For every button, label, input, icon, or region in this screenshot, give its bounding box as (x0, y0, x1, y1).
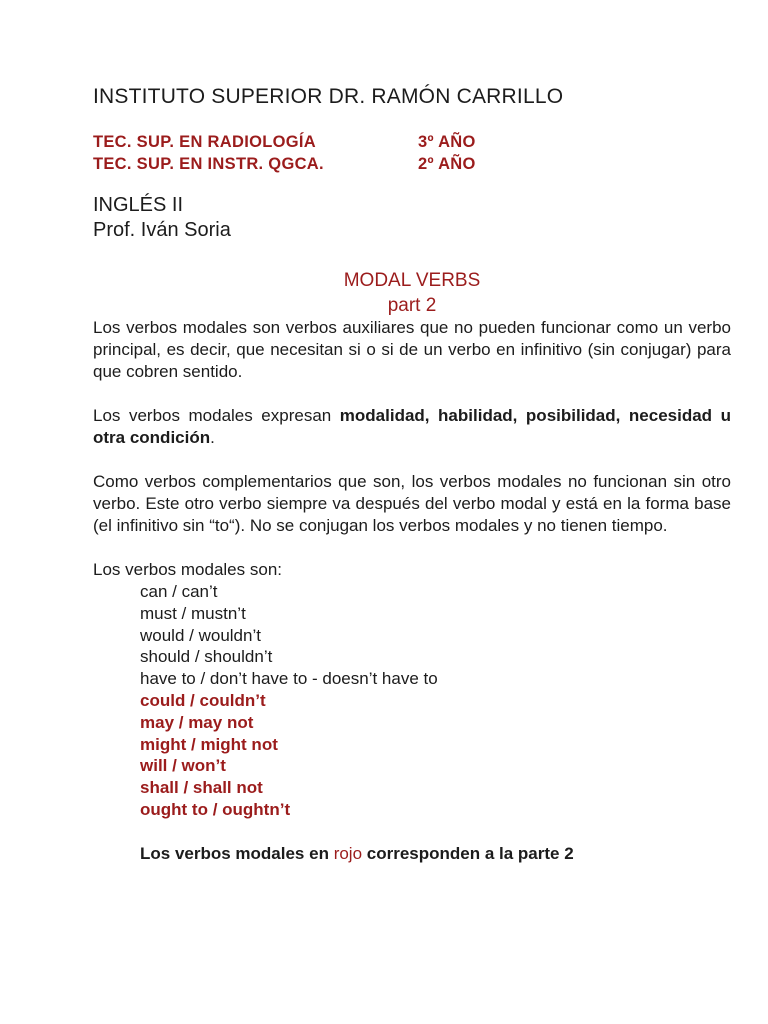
career-row (93, 131, 476, 153)
career-name: TEC. SUP. EN RADIOLOGÍA (93, 133, 316, 151)
modal-verb-list (93, 581, 731, 821)
note-red-verbs (140, 843, 731, 865)
paragraph-definition: Los verbos modales son verbos auxiliares que no pueden funcionar como un verbo principal, es decir, que necesitan si o si de un verbo en infinitivo (sin conjugar) para que cobren sentido. (93, 318, 731, 381)
title-main: MODAL VERBS (343, 270, 481, 291)
modal-verb-item: may / may not (140, 712, 254, 732)
paragraph-expression (93, 405, 731, 449)
career-row (93, 153, 476, 175)
paragraph-usage: Como verbos complementarios que son, los verbos modales no funcionan sin otro verbo. Este otro verbo siempre va después del verbo modal y está en la forma base (el infinitivo sin “to“). No se conjugan los verbos modales y no tienen tiempo. (93, 472, 731, 535)
careers-block (93, 131, 476, 175)
document-title (93, 268, 731, 318)
modal-verb-item: will / won’t (140, 756, 226, 776)
modal-verb-item: would / wouldn’t (140, 625, 261, 645)
career-year: 3º AÑO (418, 133, 476, 151)
modal-verb-item: have to / don’t have to - doesn’t have to (140, 669, 438, 689)
subject-block (93, 193, 231, 243)
modal-verb-item: ought to / oughtn’t (140, 799, 291, 819)
modal-verb-item: could / couldn’t (140, 690, 266, 710)
institute-name: INSTITUTO SUPERIOR DR. RAMÓN CARRILLO (93, 85, 564, 108)
modal-verb-item: must / mustn’t (140, 603, 246, 623)
note-red-word: rojo (333, 843, 363, 863)
career-name: TEC. SUP. EN INSTR. QGCA. (93, 155, 324, 173)
paragraph-text: Los verbos modales expresan (93, 406, 340, 425)
list-intro: Los verbos modales son: (93, 560, 282, 579)
paragraph-text: . (210, 428, 215, 447)
note-text: corresponden a la parte 2 (362, 843, 574, 863)
modal-verb-item: might / might not (140, 734, 278, 754)
modal-verb-item: shall / shall not (140, 778, 263, 798)
document-body (93, 317, 731, 865)
career-year: 2º AÑO (418, 155, 476, 173)
note-text: Los verbos modales en (140, 843, 334, 863)
modal-verb-item: should / shouldn’t (140, 647, 273, 667)
bold-keywords: modalidad, habilidad, posibilidad, necesidad u otra condición (93, 406, 731, 447)
modal-verb-item: can / can’t (140, 582, 218, 601)
professor-name: Prof. Iván Soria (93, 219, 231, 241)
subject-name: INGLÉS II (93, 194, 184, 216)
title-sub: part 2 (387, 295, 437, 316)
